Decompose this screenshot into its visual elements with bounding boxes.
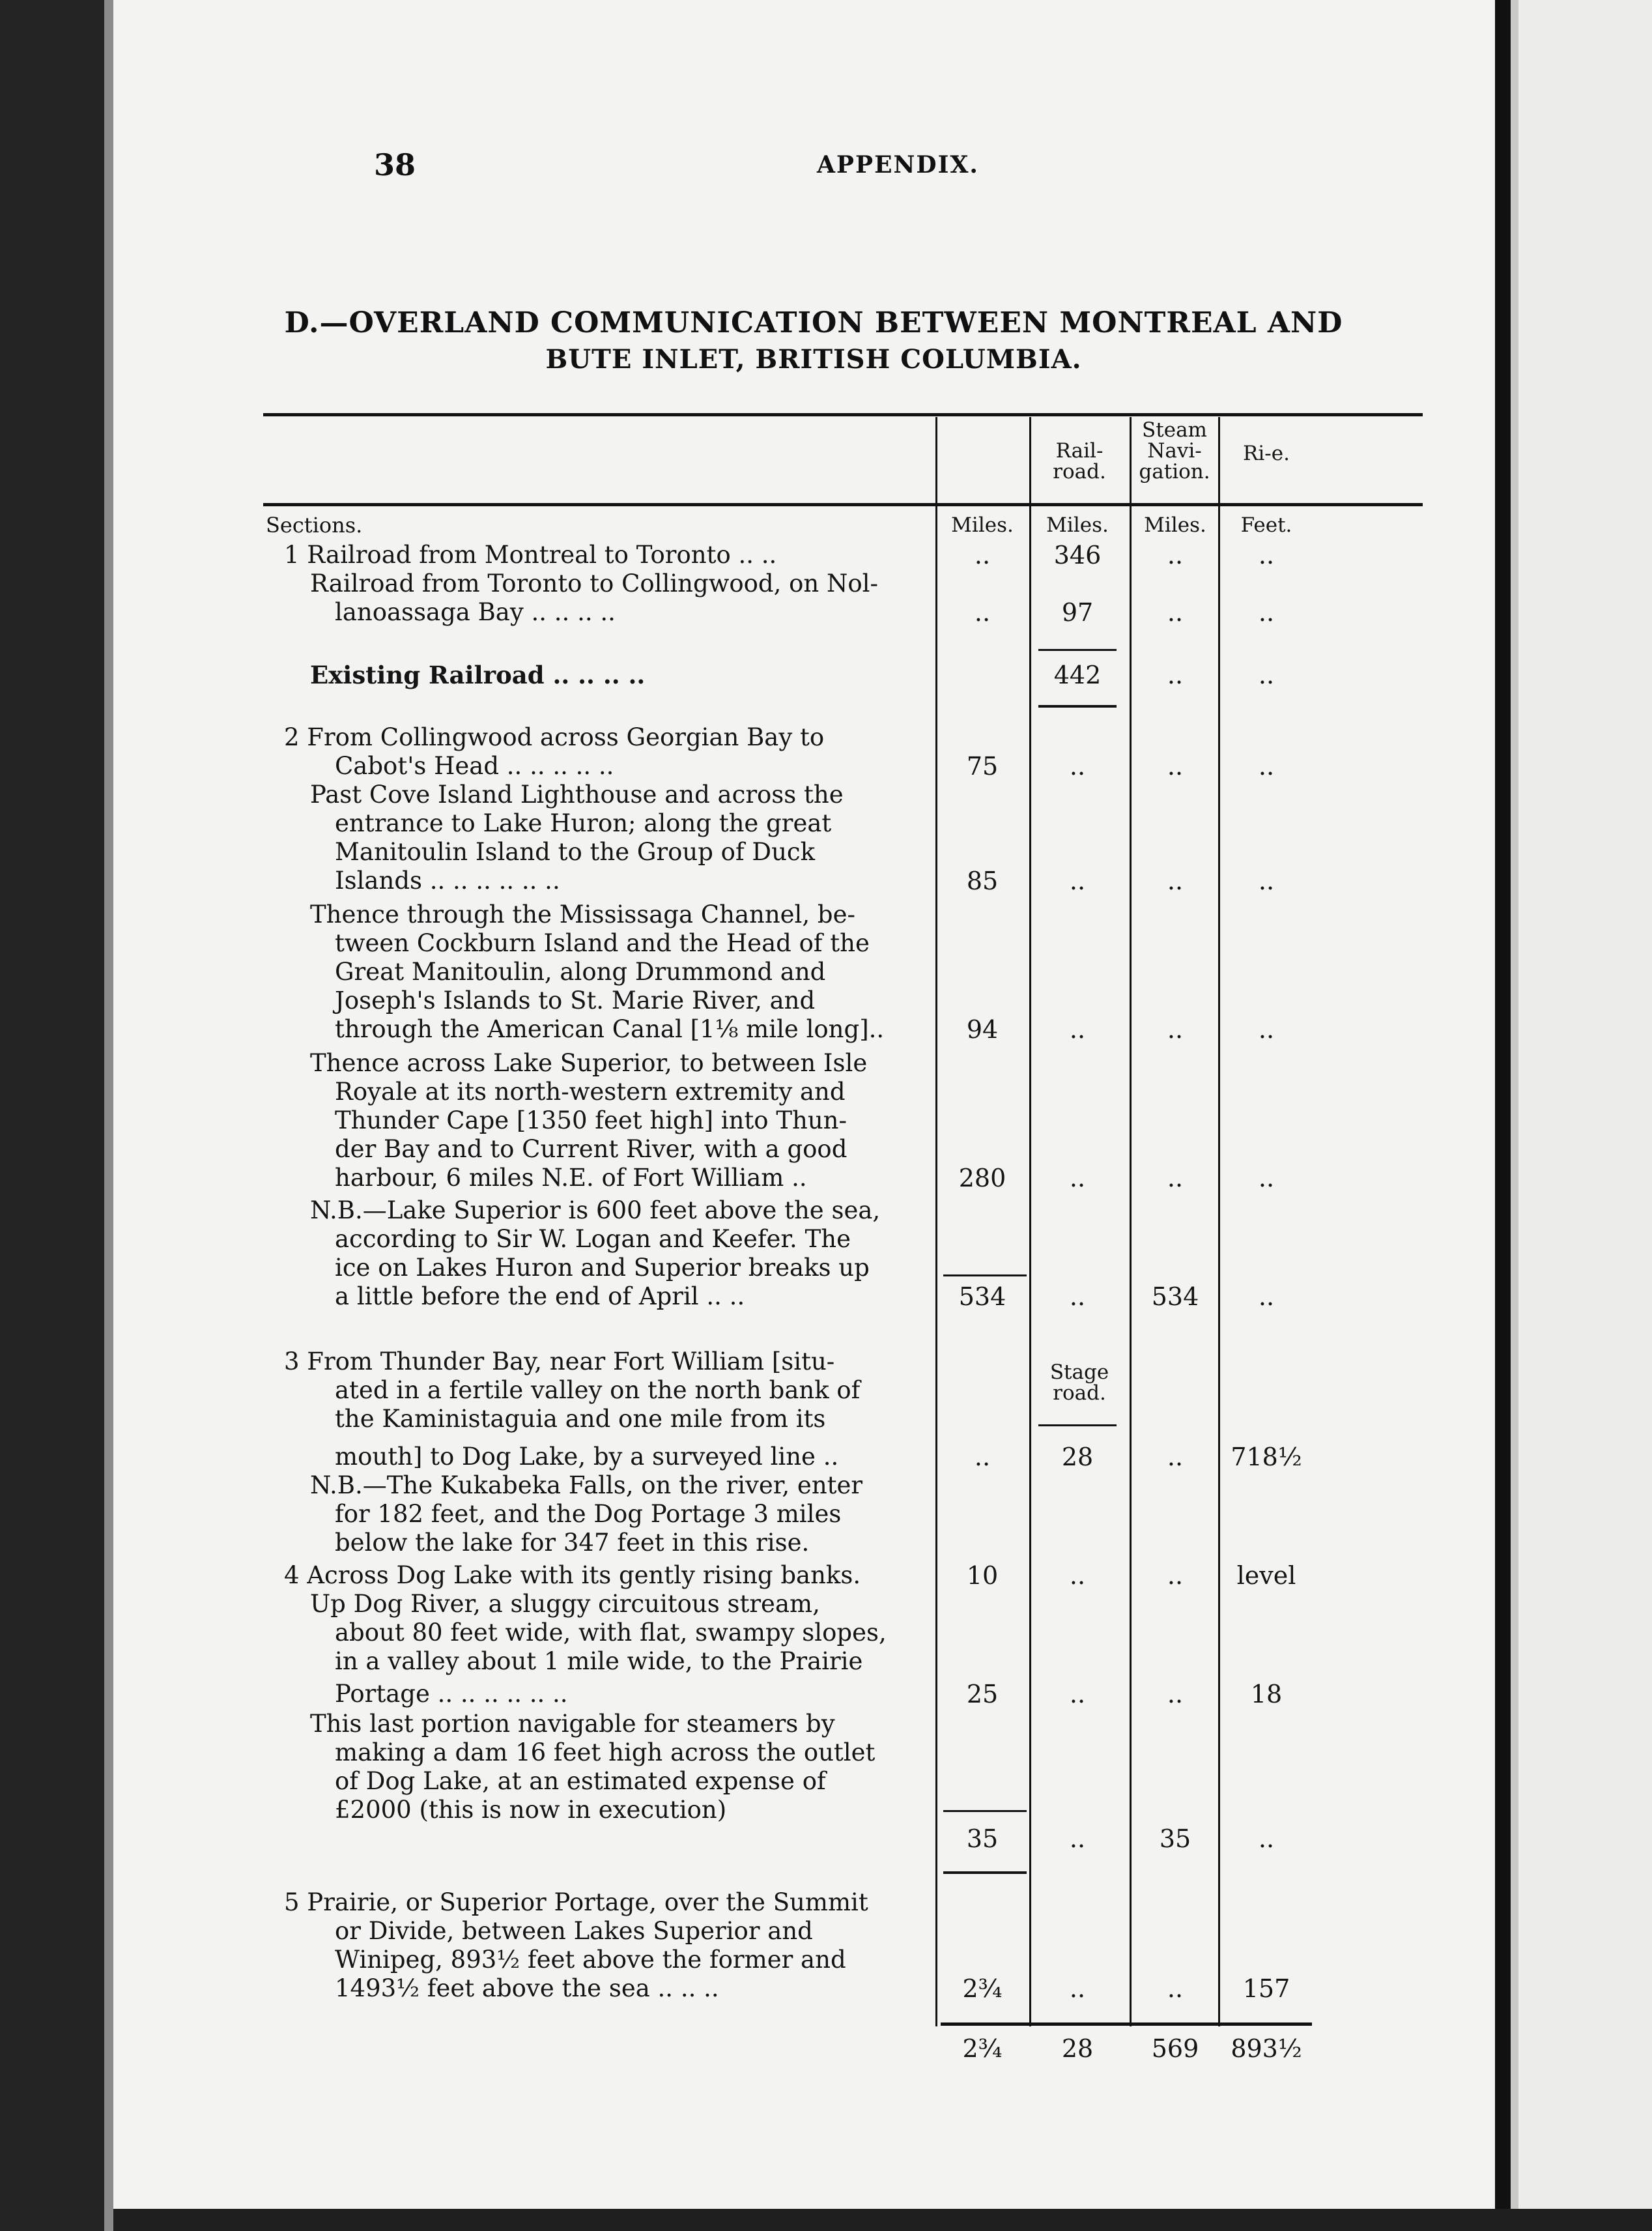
cell-steam: .. [1167,598,1184,627]
text-line: according to Sir W. Logan and Keefer. The [335,1225,851,1253]
unit-steam-miles: Miles. [1144,513,1206,537]
cell-rail: .. [1069,1974,1086,2003]
cell-rail: .. [1069,752,1086,781]
cell-rise: .. [1258,1282,1275,1311]
col-line-4 [1218,417,1220,2026]
header-railroad: Rail- road. [1053,439,1106,483]
text-line: Portage .. .. .. .. .. .. [335,1680,568,1708]
sections-label: Sections. [266,513,363,538]
stage-road-label: Stage road. [1049,1360,1109,1405]
text-line: 2 From Collingwood across Georgian Bay to [284,723,825,751]
table-header-rule [263,503,1423,506]
cell-miles: 85 [966,867,999,895]
cell-miles-total: 35 [966,1824,999,1853]
cell-rail: 97 [1061,598,1094,627]
header-rise: Ri-e. [1243,442,1290,465]
text-line: Cabot's Head .. .. .. .. .. [335,752,614,780]
cell-steam: .. [1167,1561,1184,1590]
cell-steam: .. [1167,541,1184,569]
text-line: Thence through the Mississaga Channel, be- [310,900,855,928]
cell-miles: .. [974,541,991,569]
scan-bottom-margin [113,2209,1652,2231]
cell-rise: 18 [1250,1680,1283,1708]
rail-subtotal-rule [1038,649,1117,651]
running-head: APPENDIX. [817,151,979,179]
unit-rail-miles: Miles. [1046,513,1109,537]
text-line: ice on Lakes Huron and Superior breaks up [335,1254,870,1282]
cell-rise: .. [1258,661,1275,689]
cell-rail: 346 [1053,541,1102,569]
col-line-2 [1029,417,1031,2026]
cell-miles: 10 [966,1561,999,1590]
sub35-top-rule [943,1810,1027,1812]
cell-steam: .. [1167,867,1184,895]
book-gutter-edge [1511,0,1518,2231]
cell-rail: .. [1069,1164,1086,1192]
header-steam-navigation: Steam Navi- gation. [1139,418,1210,483]
grand-total-miles: 2¾ [962,2034,1003,2063]
text-line: Thunder Cape [1350 feet high] into Thun- [335,1106,847,1134]
cell-miles: .. [974,598,991,627]
title-line-2: BUTE INLET, BRITISH COLUMBIA. [545,344,1082,375]
text-line: This last portion navigable for steamers by [310,1710,835,1738]
cell-rise: .. [1258,598,1275,627]
text-line: lanoassaga Bay .. .. .. .. [335,598,616,626]
cell-steam: .. [1167,1443,1184,1471]
text-line: ated in a fertile valley on the north bank of [335,1376,861,1404]
cell-steam: .. [1167,1164,1184,1192]
grand-total-rise: 893½ [1231,2034,1302,2063]
cell-steam: .. [1167,1680,1184,1708]
text-line: tween Cockburn Island and the Head of the [335,929,870,957]
cell-miles: 75 [966,752,999,781]
text-line: Manitoulin Island to the Group of Duck [335,838,816,866]
cell-rise: 718½ [1231,1443,1302,1471]
book-gutter [1495,0,1511,2231]
text-line: Joseph's Islands to St. Marie River, and [335,986,816,1015]
text-line: below the lake for 347 feet in this rise. [335,1529,810,1557]
text-line: entrance to Lake Huron; along the great [335,809,832,837]
text-line: harbour, 6 miles N.E. of Fort William .. [335,1164,807,1192]
col-line-1 [935,417,937,2026]
text-line: the Kaministaguia and one mile from its [335,1405,826,1433]
cell-steam: .. [1167,752,1184,781]
text-line: of Dog Lake, at an estimated expense of [335,1767,826,1795]
cell-steam: .. [1167,1015,1184,1044]
cell-steam: .. [1167,1974,1184,2003]
text-line: for 182 feet, and the Dog Portage 3 miles [335,1500,842,1528]
cell-rise: 157 [1242,1974,1290,2003]
cell-steam: .. [1167,661,1184,689]
text-line: 1493½ feet above the sea .. .. .. [335,1974,719,2002]
page-number: 38 [374,147,416,182]
text-line: 4 Across Dog Lake with its gently rising banks. [284,1561,861,1589]
cell-miles: 280 [958,1164,1006,1192]
text-line: Past Cove Island Lighthouse and across the [310,781,844,809]
cell-miles: 25 [966,1680,999,1708]
grand-total-rule [941,2022,1312,2026]
text-line: N.B.—The Kukabeka Falls, on the river, enter [310,1471,863,1499]
text-line: through the American Canal [1⅛ mile long].. [335,1015,885,1043]
cell-rise: .. [1258,867,1275,895]
text-line: in a valley about 1 mile wide, to the Prairie [335,1647,863,1675]
cell-rail: .. [1069,1015,1086,1044]
cell-miles-total: 534 [958,1282,1006,1311]
rail-total-rule [1038,705,1117,708]
cell-rail: .. [1069,1282,1086,1311]
cell-miles: .. [974,1443,991,1471]
text-line: or Divide, between Lakes Superior and [335,1917,813,1945]
cell-stage: 28 [1061,1443,1094,1471]
unit-feet: Feet. [1240,513,1292,537]
text-line: about 80 feet wide, with flat, swampy slopes, [335,1619,887,1647]
scan-left-margin [0,0,104,2231]
text-line: Existing Railroad .. .. .. .. [310,661,646,689]
cell-rise: .. [1258,1164,1275,1192]
cell-steam-total: 534 [1151,1282,1199,1311]
cell-rise: .. [1258,752,1275,781]
cell-rise: .. [1258,541,1275,569]
cell-rail: .. [1069,867,1086,895]
text-line: Railroad from Toronto to Collingwood, on Nol- [310,569,878,597]
text-line: a little before the end of April .. .. [335,1282,745,1310]
miles-subtotal-rule [943,1274,1027,1276]
unit-miles: Miles. [951,513,1014,537]
cell-rail: .. [1069,1680,1086,1708]
text-line: Royale at its north-western extremity and [335,1078,846,1106]
text-line: Islands .. .. .. .. .. .. [335,867,560,895]
text-line: mouth] to Dog Lake, by a surveyed line .. [335,1443,839,1471]
stage-road-rule [1038,1424,1117,1426]
cell-steam-total: 35 [1159,1824,1191,1853]
sub35-bottom-rule [943,1871,1027,1874]
cell-rail: .. [1069,1824,1086,1853]
col-line-3 [1130,417,1132,2026]
cell-rail-total: 442 [1053,661,1102,689]
text-line: 3 From Thunder Bay, near Fort William [situ- [284,1347,835,1375]
text-line: Winipeg, 893½ feet above the former and [335,1946,846,1974]
cell-rise: .. [1258,1824,1275,1853]
cell-miles: 94 [966,1015,999,1044]
text-line: Great Manitoulin, along Drummond and [335,958,826,986]
text-line: Thence across Lake Superior, to between Isle [310,1049,868,1077]
cell-rise: level [1236,1561,1296,1590]
facing-page-edge [1518,0,1652,2231]
text-line: £2000 (this is now in execution) [335,1796,727,1824]
text-line: Up Dog River, a sluggy circuitous stream, [310,1590,820,1618]
text-line: der Bay and to Current River, with a good [335,1135,847,1163]
text-line: 1 Railroad from Montreal to Toronto .. .. [284,541,777,569]
scan-left-edge [104,0,113,2231]
grand-total-rail: 28 [1061,2034,1094,2063]
text-line: 5 Prairie, or Superior Portage, over the Summit [284,1888,868,1916]
cell-rail: .. [1069,1561,1086,1590]
text-line: N.B.—Lake Superior is 600 feet above the sea, [310,1196,881,1224]
page [113,0,1514,2231]
table-top-rule [263,413,1423,416]
text-line: making a dam 16 feet high across the outlet [335,1738,876,1766]
cell-rise: .. [1258,1015,1275,1044]
grand-total-steam: 569 [1151,2034,1199,2063]
cell-miles: 2¾ [962,1974,1003,2003]
title-line-1: D.—OVERLAND COMMUNICATION BETWEEN MONTREAL AND [284,306,1343,339]
